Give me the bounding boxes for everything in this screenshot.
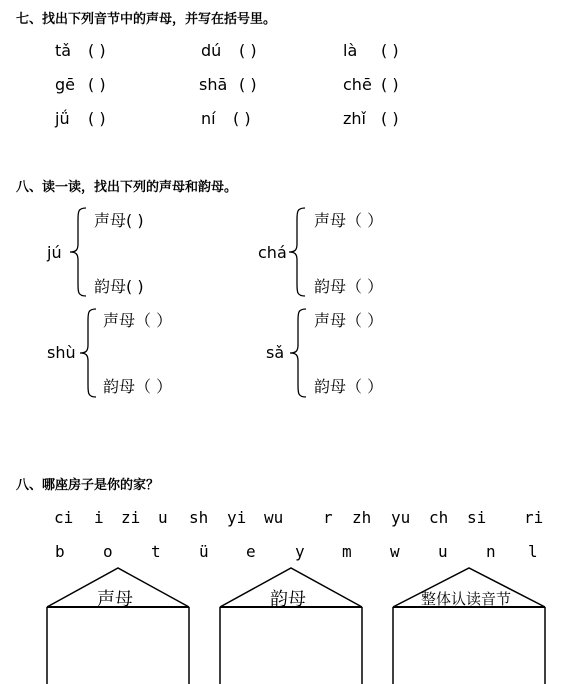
pinyin-token[interactable]: ü [199,542,209,561]
initial-blank[interactable]: 声母（ ） [314,311,384,330]
initial-blank[interactable]: 声母（ ） [314,211,384,230]
pinyin-token[interactable]: wu [264,508,284,527]
pinyin-token[interactable]: y [295,542,305,561]
final-blank[interactable]: 韵母（ ） [103,377,173,396]
final-blank[interactable]: 韵母( ) [94,277,144,296]
pinyin-token[interactable]: u [158,508,168,527]
final-blank[interactable]: 韵母（ ） [314,377,384,396]
answer-blank[interactable]: ( ) [233,109,251,128]
answer-blank[interactable]: ( ) [381,75,399,94]
pinyin-token[interactable]: yi [227,508,247,527]
section7-title: 七、找出下列音节中的声母，并写在括号里。 [16,12,277,27]
syllable: là [343,41,358,60]
syllable: zhǐ [343,109,366,128]
house-label: 韵母 [270,589,306,610]
pinyin-token[interactable]: i [94,508,104,527]
syllable: jú [47,243,62,262]
pinyin-token[interactable]: zh [352,508,372,527]
pinyin-token[interactable]: zi [121,508,141,527]
answer-blank[interactable]: ( ) [88,41,106,60]
syllable: jǘ [55,109,70,128]
syllable: sǎ [266,343,285,362]
syllable: shā [199,75,228,94]
answer-blank[interactable]: ( ) [239,41,257,60]
answer-blank[interactable]: ( ) [381,41,399,60]
pinyin-token[interactable]: si [467,508,487,527]
pinyin-token[interactable]: r [323,508,333,527]
final-blank[interactable]: 韵母（ ） [314,277,384,296]
house-label: 声母 [97,589,133,610]
initial-blank[interactable]: 声母( ) [94,211,144,230]
answer-blank[interactable]: ( ) [88,109,106,128]
pinyin-token[interactable]: m [342,542,352,561]
pinyin-token[interactable]: w [390,542,400,561]
syllable: chá [258,243,287,262]
pinyin-token[interactable]: o [103,542,113,561]
initial-blank[interactable]: 声母（ ） [103,311,173,330]
section8a-title: 八、读一读，找出下列的声母和韵母。 [16,180,238,195]
pinyin-token[interactable]: b [55,542,65,561]
pinyin-token[interactable]: e [246,542,256,561]
answer-blank[interactable]: ( ) [239,75,257,94]
pinyin-token[interactable]: t [151,542,161,561]
pinyin-token[interactable]: yu [391,508,411,527]
syllable: chē [343,75,372,94]
pinyin-token[interactable]: ch [429,508,449,527]
pinyin-token[interactable]: n [486,542,496,561]
syllable: gē [55,75,75,94]
section8b-title: 八、哪座房子是你的家？ [16,478,160,493]
syllable: dú [201,41,222,60]
answer-blank[interactable]: ( ) [381,109,399,128]
syllable: ní [201,109,216,128]
syllable: tǎ [55,41,72,60]
syllable: shù [47,343,76,362]
pinyin-token[interactable]: ci [54,508,74,527]
pinyin-token[interactable]: l [528,542,538,561]
house-label: 整体认读音节 [421,590,512,608]
pinyin-token[interactable]: ri [524,508,544,527]
pinyin-token[interactable]: u [438,542,448,561]
answer-blank[interactable]: ( ) [88,75,106,94]
pinyin-token[interactable]: sh [189,508,209,527]
